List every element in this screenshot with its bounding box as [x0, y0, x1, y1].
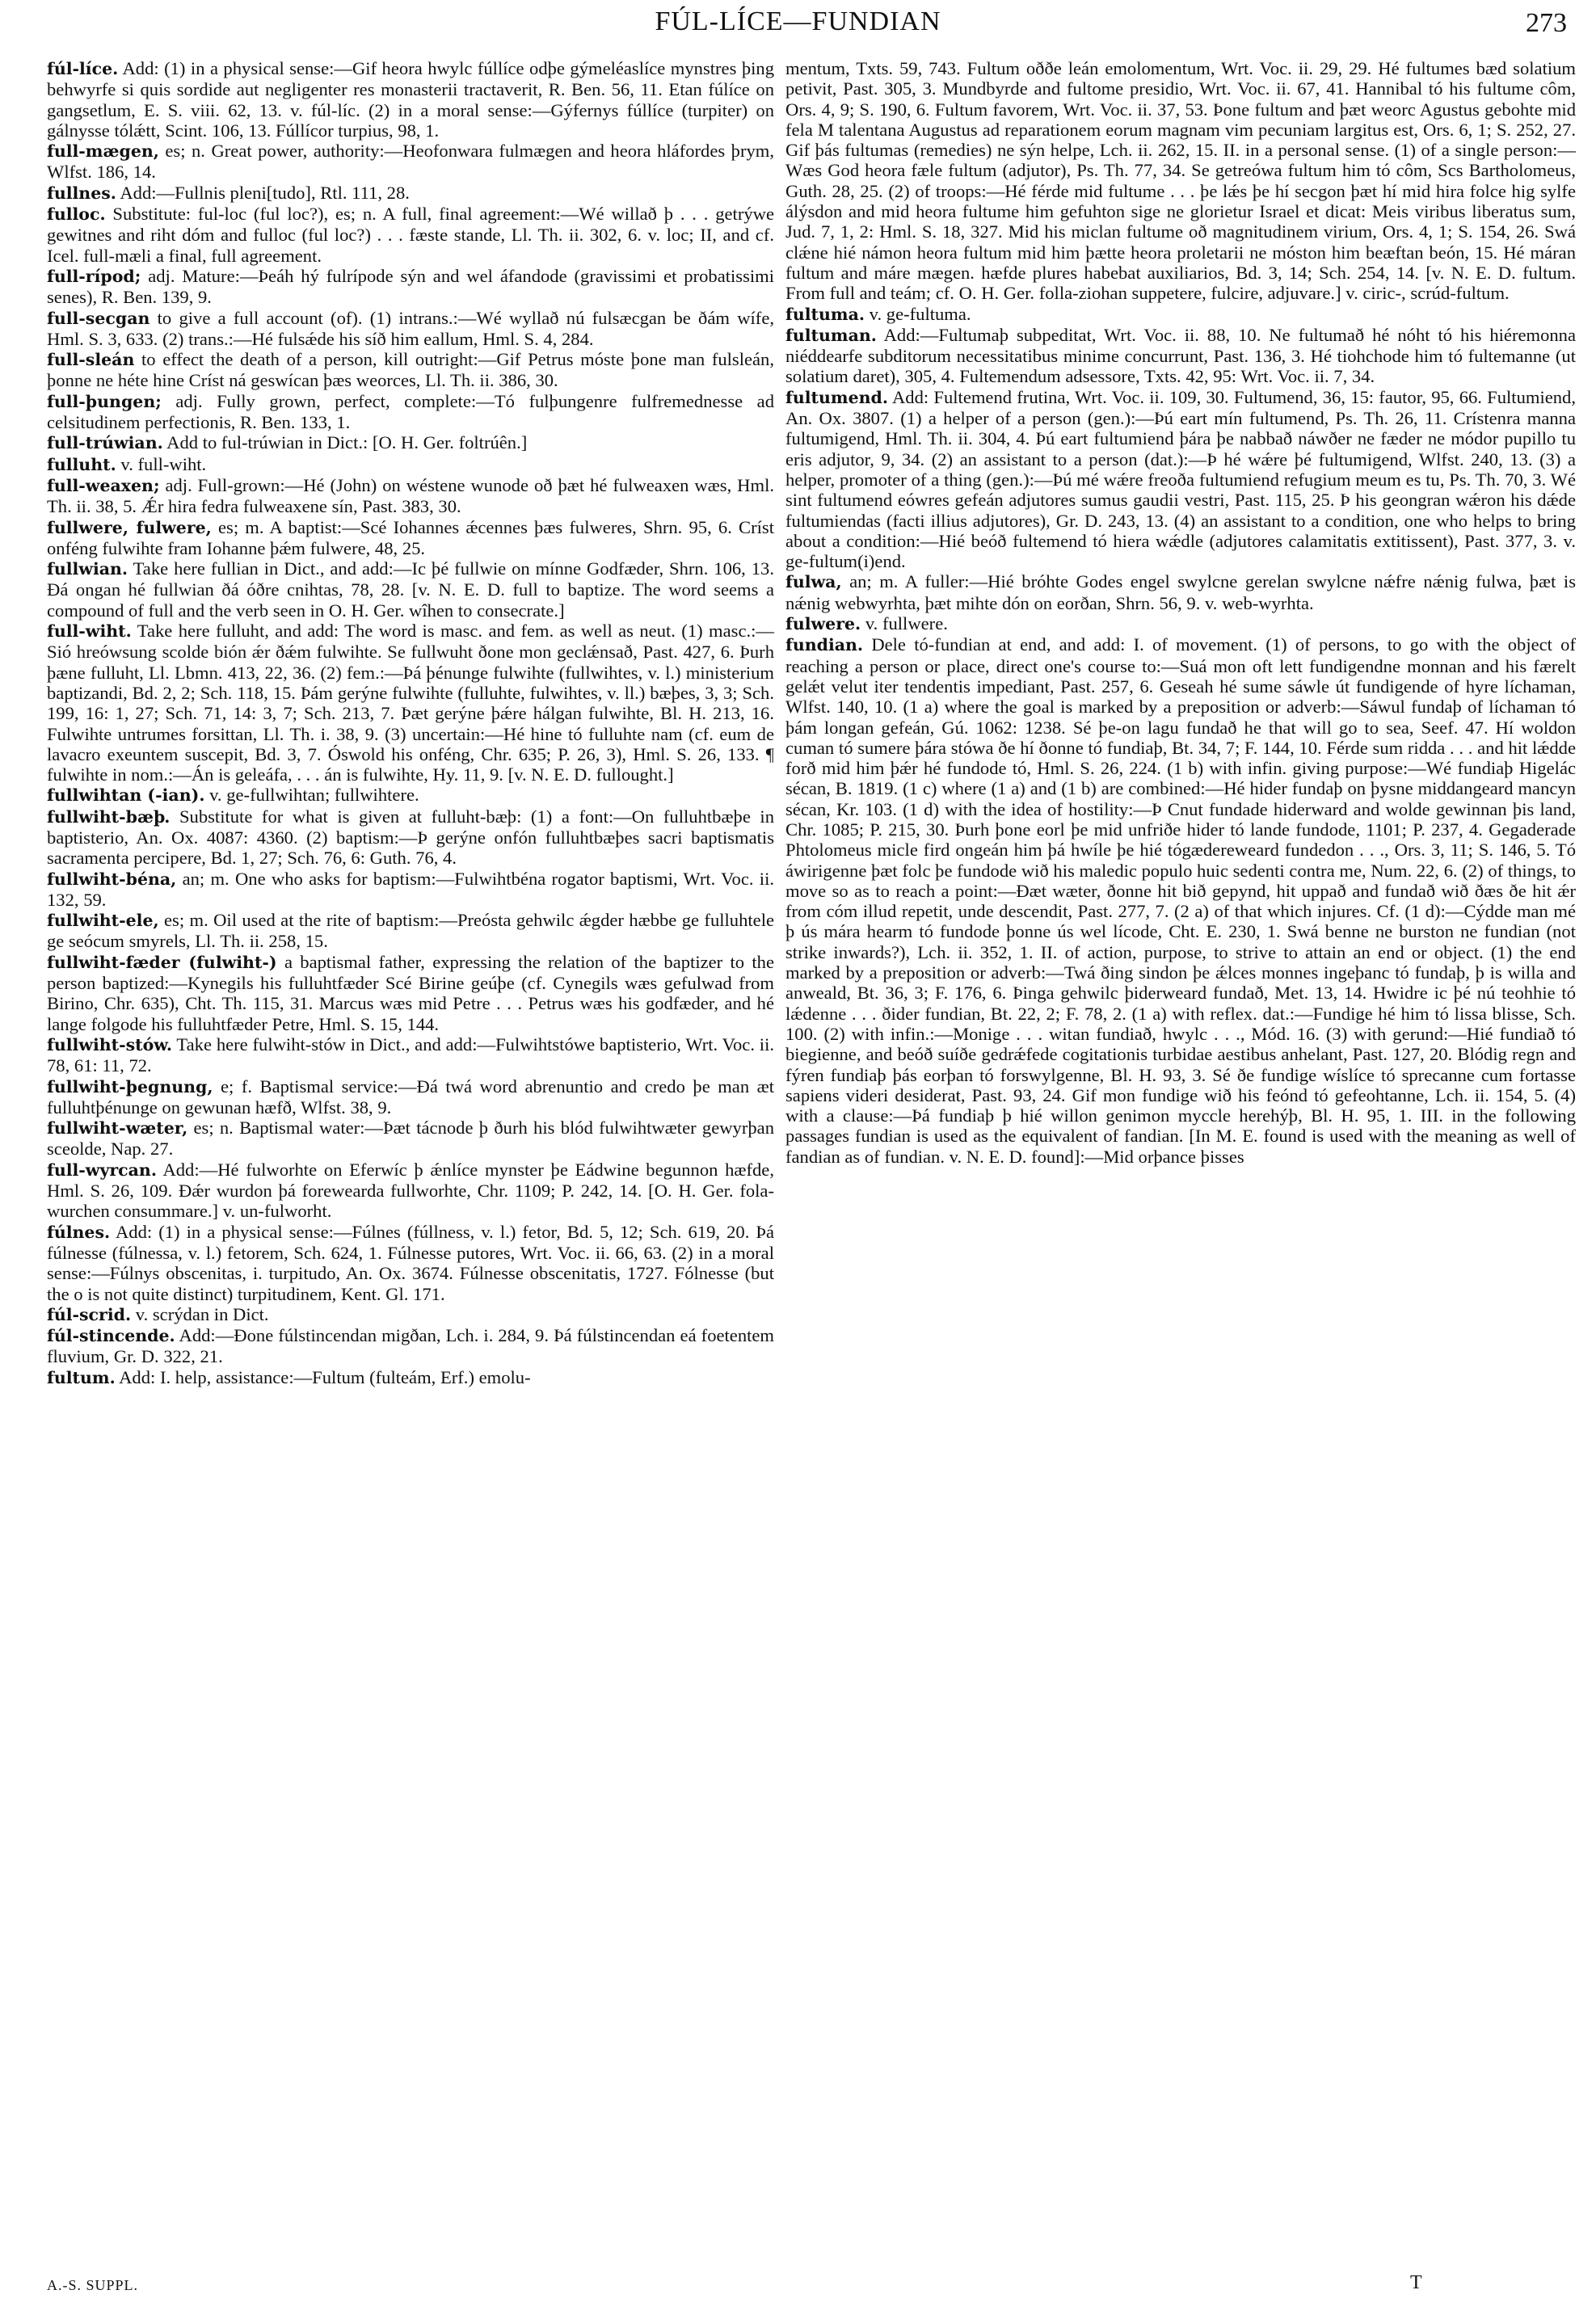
dictionary-entry [47, 391, 774, 433]
entry-body: Add to ful-trúwian in Dict.: [O. H. Ger. foltrúên.] [162, 432, 528, 453]
entry-headword: fulwere. [785, 614, 861, 634]
entry-headword: full-sleán [47, 350, 135, 370]
entry-headword: fultum. [47, 1367, 116, 1387]
entry-headword: fundian. [785, 635, 864, 655]
dictionary-entry [47, 517, 774, 559]
running-head: FÚL-LÍCE—FUNDIAN [655, 6, 941, 36]
dictionary-entry [47, 432, 774, 453]
entry-body: Add:—Ðone fúlstincendan migðan, Lch. i. 284, 9. Þá fúlstincendan eá foetentem fluvium, Gr. D. 322, 21. [47, 1325, 774, 1367]
entry-headword: fullwian. [47, 559, 128, 579]
dictionary-entry [785, 304, 1576, 325]
entry-headword: fultuman. [785, 325, 877, 345]
dictionary-entry [47, 558, 774, 621]
entry-body: Add:—Fullnis pleni[tudo], Rtl. 111, 28. [116, 182, 410, 203]
left-column [47, 58, 774, 1388]
dictionary-entry [47, 266, 774, 308]
entry-body: an; m. A fuller:—Hié bróhte Godes engel swylcne gerelan swylcne nǽfre nǽnig fulwa, þæt is nǽnig webwyrhta, þæt mihte dón on eorðan, Shrn. 56, 9. v. web-wyrhta. [785, 571, 1576, 613]
entry-headword: fúlnes. [47, 1222, 111, 1242]
dictionary-entry [47, 1222, 774, 1304]
dictionary-entry [47, 1118, 774, 1160]
dictionary-entry [47, 475, 774, 517]
entry-headword: fullwiht-þegnung, [47, 1076, 213, 1097]
entry-body: Add: Fultemend frutina, Wrt. Voc. ii. 109, 30. Fultumend, 36, 15: fautor, 95, 66. Fultumiend, An. Ox. 3807. (1) a helper of a person (gen.):—Þú eart mín fultumend, Ps. Th. 26, 11. Crístenra manna fultumigend, Hml. Th. ii. 304, 4. Þú eart fultumiend þára þe nabbað náwðer ne fæder ne módor pupillo tu eris adjutor, 9, 34. (2) an assistant to a person (dat.):—Þ hé wǽre þé fultumigend, Wlfst. 240, 13. (3) a helper, promoter of a thing (gen.):—Þú mé wǽre freoða fultumiend refugium meum es tu, Ps. Th. 70, 3. Wé sint fultumend eówres gefeán adjutores sumus gaudii vestri, Past. 115, 25. Þ his geongran wǽron his dǽde fultumiendas (facti illius adjutores), Gr. D. 243, 13. (4) an assistant to a condition, one who helps to bring about a condition:—Hié beóð fultemend tó hiera wǽdle (adjutores calamitatis extitissent), Past. 377, 3. v. ge-fultum(i)end. [785, 386, 1576, 572]
entry-headword: full-mægen, [47, 141, 159, 162]
entry-body: adj. Full-grown:—Hé (John) on wéstene wunode oð þæt hé fulweaxen wæs, Hml. Th. ii. 38, 5. Ǽr hira fedra fulweaxene sín, Past. 383, 30. [47, 474, 774, 517]
dictionary-entry [47, 869, 774, 911]
entry-body: v. scrýdan in Dict. [131, 1303, 269, 1324]
dictionary-entry [47, 183, 774, 204]
entry-body: v. fullwere. [861, 613, 948, 634]
dictionary-entry [785, 634, 1576, 1167]
entry-headword: fultumend. [785, 387, 888, 407]
dictionary-entry [785, 387, 1576, 572]
entry-body: mentum, Txts. 59, 743. Fultum oððe leán emolomentum, Wrt. Voc. ii. 29, 29. Hé fultumes bæd solatium petivit, Past. 305, 3. Mundbyrde and fultome presidio, Wrt. Voc. ii. 67, 41. Hannibal tó his fultume côm, Ors. 4, 9; S. 190, 6. Fultum favorem, Wrt. Voc. ii. 37, 53. Þone fultum and þæt weorc Agustus gebohte mid fela M talentana Augustus ad reparationem eorum magnam vim pecuniam largitus est, Ors. 6, 1; S. 252, 27. Gif þás fultumas (remedies) ne sýn helpe, Lch. ii. 262, 15. II. in a personal sense. (1) of a single person:—Wæs God heora fæle fultum (adjutor), Ps. Th. 77, 34. Se getreówa fultum him tó côm, Scs Bartholomeus, Guth. 28, 25. (2) of troops:—Hé férde mid fultume . . . þe lǽs þe hí secgon þæt hí mid hira folce hig sylfe álýsdon and mid heora fultume him gefuhton sige ne glorietur Israel et dicat: Meis viribus liberatus sum, Jud. 7, 1, 2: Hml. S. 18, 327. Mid his miclan fultume oð magnitudinem virium, Ors. 4, 1; S. 154, 26. Swá clǽne hié námon heora fultum mid him þætte heora proletarii ne móston him beæftan beón, 15. Hé máran fultum and máre mægen. hæfde plures habebat auxiliarios, Bd. 3, 14; Sch. 254, 14. [v. N. E. D. fultum. From full and teám; cf. O. H. Ger. folla-ziohan suppetere, fulcire, adjuvare.] v. ciric-, scrúd-fultum. [785, 58, 1576, 304]
entry-body: v. ge-fullwihtan; fullwihtere. [204, 785, 419, 806]
entry-headword: fullwiht-béna, [47, 869, 177, 889]
entry-body: e; f. Baptismal service:—Ðá twá word abrenuntio and credo þe man æt fulluhtþénunge on gewunan hæfð, Wlfst. 38, 9. [47, 1076, 774, 1118]
entry-headword: full-trúwian. [47, 433, 163, 453]
dictionary-entry [47, 1076, 774, 1118]
entry-body: Add: (1) in a physical sense:—Fúlnes (fúllness, v. l.) fetor, Bd. 5, 12; Sch. 619, 20. Þá fúlnesse (fúlnessa, v. l.) fetorem, Sch. 624, 1. Fúlnesse putores, Wrt. Voc. ii. 66, 63. (2) in a moral sense:—Fúlnys obscenitas, i. turpitudo, An. Ox. 3674. Fúlnesse obscenitatis, 1727. Fólnesse (but the o is not quite distinct) turpitudinem, Kent. Gl. 171. [47, 1221, 774, 1304]
entry-headword: fultuma. [785, 304, 865, 324]
entry-headword: full-wyrcan. [47, 1160, 157, 1180]
entry-headword: fullwiht-bæþ. [47, 806, 171, 827]
entry-headword: fulloc. [47, 204, 106, 225]
entry-headword: fullwere, fulwere, [47, 517, 212, 537]
entry-body: v. ge-fultuma. [865, 303, 971, 324]
entry-body: to give a full account (of). (1) intrans.:—Wé wyllað nú fulsæcgan be ðám wífe, Hml. S. 3, 633. (2) trans.:—Hé fulsǽde his síð him eallum, Hml. S. 4, 284. [47, 307, 774, 349]
entry-body: Add: (1) in a physical sense:—Gif heora hwylc fúllíce odþe gýmeléaslíce mynstres þing behwyrfe si quis sordide aut negligenter res monasterii tractaverit, R. Ben. 56, 11. Etan fúlíce on gangsetlum, E. S. viii. 62, 13. v. fúl-líc. (2) in a moral sense:—Gýfernys fúllíce (turpiter) on gálnysse tólǽtt, Scint. 106, 13. Fúllícor turpius, 98, 1. [47, 58, 774, 141]
entry-body: es; n. Great power, authority:—Heofonwara fulmægen and heora hláfordes þrym, Wlfst. 186, 14. [47, 141, 774, 183]
sheet-mark: T [1410, 2272, 1422, 2293]
dictionary-entry [47, 1325, 774, 1367]
entry-headword: fulwa, [785, 572, 842, 592]
entry-body: adj. Mature:—Þeáh hý fulrípode sýn and wel áfandode (gravissimi et probatissimi senes), R. Ben. 139, 9. [47, 265, 774, 308]
dictionary-entry [47, 204, 774, 266]
entry-body: Add:—Hé fulworhte on Eferwíc þ ǽnlíce mynster þe Eádwine begunnon hæfde, Hml. S. 26, 109. Ðǽr wurdon þá forewearda fullworhte, Chr. 1109; P. 242, 14. [O. H. Ger. fola-wurchen consummare.] v. un-fulworht. [47, 1159, 774, 1222]
dictionary-entry [47, 806, 774, 869]
dictionary-entry [47, 1034, 774, 1076]
entry-body: an; m. One who asks for baptism:—Fulwihtbéna rogator baptismi, Wrt. Voc. ii. 132, 59. [47, 868, 774, 910]
entry-body: Substitute: ful-loc (ful loc?), es; n. A full, final agreement:—Wé willað þ . . . getrýwe gewitnes and riht dóm and fulloc (ful loc?) . . . fæste stande, Ll. Th. ii. 302, 6. v. loc; II, and cf. Icel. full-mæli a final, full agreement. [47, 204, 774, 266]
dictionary-entry [47, 349, 774, 391]
dictionary-entry [47, 454, 774, 475]
dictionary-entry [47, 1367, 774, 1388]
entry-body: to effect the death of a person, kill outright:—Gif Petrus móste þone man fulsleán, þonne ne héte hine Críst ná geswícan þæs weorces, Ll. Th. ii. 386, 30. [47, 349, 774, 391]
signature-mark: A.-S. SUPPL. [47, 2277, 139, 2293]
entry-headword: fúl-scrid. [47, 1304, 132, 1324]
entry-headword: fulluht. [47, 454, 116, 474]
entry-body: Dele tó-fundian at end, and add: I. of movement. (1) of persons, to go with the object of reaching a person or place, direct one's course to:—Suá mon oft lett fundigendne monnan and his færelt gelǽt velut iter tendentis impediant, Past. 257, 6. Geseah hé sume sáwle út fundigende of hyre líchaman, Wlfst. 140, 10. (1 a) where the goal is marked by a preposition or adverb:—Sáwul fundaþ of líchaman tó þám longan gefeán, Gú. 1062: 1238. Sé þe-on lagu fundað he that will go to sea, Seef. 47. Hí woldon cuman tó sumere þára stówa ðe hí ðonne tó fundiaþ, Bt. 34, 7; F. 144, 10. Férde sum ridda . . . and hit lǽdde forð mid him þǽr hé fundode tó, Hml. S. 26, 224. (1 b) with infin. giving purpose:—Wé fundiaþ Higelác sécan, B. 1819. (1 c) where (1 a) and (1 b) are combined:—Hé hider fundaþ on þysne middangeard mancyn sécan, Kr. 103. (1 d) with the idea of hostility:—Þ Cnut fundade hiderward and wolde gewinnan þis land, Chr. 1085; P. 215, 30. Þurh þone eorl þe mid unfriðe hider tó lande fundode, 1101; P. 237, 4. Gegaderade Phtolomeus micle fird ongeán him þá hwíle þe hié tógædereweard fundedon . . ., Ors. 3, 11; S. 146, 5. Tó áwirigenne þæt folc þe fundode wið his maledic populo huic sedenti contra me, Num. 22, 6. (2) of things, to move so as to reach a point:—Ðæt wæter, ðonne hit bið gepynd, hit uppað and fundað wið ðæs ðe hit ǽr from cóm illud repetit, unde descendit, Past. 277, 7. (2 a) of that which injures. Cf. (1 d):—Cýdde man mé þ ús mára hearm tó fundode þonne ús wel lícode, Cht. E. 230, 1. Swá benne ne burston ne fundian (not strike inwards?), Lch. ii. 352, 1. II. of action, purpose, to strive to attain an end or object. (1) the end marked by a preposition or adverb:—Twá ðing sindon þe ǽlces monnes ingeþanc tó fundaþ, þ is willa and anweald, Bt. 36, 3; F. 176, 6. Þinga gehwilc þiderweard fundað, Met. 13, 14. Hwidre ic þé nú teohhie tó lǽdenne . . . ðider fundian, Bt. 22, 2; F. 78, 2. (1 a) with reflex. dat.:—Fundige hé him tó lissa blisse, Sch. 100. (2) with infin.:—Monige . . . witan fundiað, hwylc . . ., Mód. 16. (3) with gerund:—Hié fundiað tó biegienne, and beóð suíðe gedrǽfede cogitationis turbidae aestibus anhelant, Past. 127, 20. Blódig regn and fýren fundiaþ þás eorþan tó forswylgenne, Bl. H. 93, 3. Sé ðe fundige wíslíce tó sprecanne cum fortasse sapiens videri desiderat, Past. 93, 24. Gif mon fundige wið his feónd tó gefeohtanne, Lch. ii. 154, 5. (4) with a clause:—Þá fundiaþ þ hié willon genimon myccle herehýþ, Bl. H. 95, 1. III. in the following passages fundian is used as the equivalent of fandian. [In M. E. found is used with the meaning as well of fandian as of fundian. v. N. E. D. found]:—Mid orþance þisses [785, 634, 1576, 1167]
dictionary-entry [47, 785, 774, 806]
entry-headword: fullwiht-ele, [47, 911, 159, 931]
dictionary-entry [785, 58, 1576, 304]
entry-body: v. full-wiht. [116, 453, 207, 474]
dictionary-entry [47, 1304, 774, 1325]
dictionary-entry [47, 1160, 774, 1222]
dictionary-entry [47, 141, 774, 183]
entry-body: Add:—Fultumaþ subpeditat, Wrt. Voc. ii. 88, 10. Ne fultumað hé nóht tó his hiéremonna niéddearfe subditorum necessitatibus minime concurrunt, Past. 136, 3. Hé tiohchode him tó fultemanne (ut solatium daret), 305, 4. Fultemendum adsessore, Txts. 42, 95: Wrt. Voc. ii. 7, 34. [785, 324, 1576, 387]
entry-body: Substitute for what is given at fulluht-bæþ: (1) a font:—On fulluhtbæþe in baptisterio, An. Ox. 4087: 4360. (2) baptism:—Þ gerýne onfón fulluhtbæþes sacri baptismatis sacramenta percipere, Bd. 1, 27; Sch. 76, 6: Guth. 76, 4. [47, 806, 774, 869]
entry-headword: full-secgan [47, 308, 150, 328]
entry-body: es; m. A baptist:—Scé Iohannes ǽcennes þæs fulweres, Shrn. 95, 6. Críst onféng fulwihte fram Iohanne þǽm fulwere, 48, 25. [47, 516, 774, 558]
dictionary-entry [47, 910, 774, 952]
entry-headword: fullwiht-stów. [47, 1034, 173, 1054]
entry-body: adj. Fully grown, perfect, complete:—Tó fulþungenre fulfremednesse ad celsitudinem perfectionis, R. Ben. 133, 1. [47, 390, 774, 433]
entry-headword: fullwiht-fæder (fulwiht-) [47, 952, 277, 972]
entry-body: es; m. Oil used at the rite of baptism:—Preósta gehwilc ǽgder hæbbe ge fulluhtele ge seócum smyrels, Ll. Th. ii. 258, 15. [47, 910, 774, 952]
entry-body: Take here fullian in Dict., and add:—Ic þé fullwie on mínne Godfæder, Shrn. 106, 13. Ðá ongan hé fullwian ðá óðre cnihtas, 78, 28. [v. N. E. D. full to baptize. The word seems a compound of full and the verb seen in O. H. Ger. wîhen to consecrate.] [47, 558, 774, 621]
entry-body: Take here fulwiht-stów in Dict., and add:—Fulwihtstówe baptisterio, Wrt. Voc. ii. 78, 61: 11, 72. [47, 1033, 774, 1076]
entry-headword: full-rípod; [47, 266, 141, 286]
dictionary-entry [785, 613, 1576, 634]
entry-headword: fúl-líce. [47, 59, 119, 78]
entry-headword: full-weaxen; [47, 475, 160, 495]
dictionary-entry [785, 325, 1576, 387]
page-number: 273 [1526, 8, 1567, 38]
dictionary-entry [47, 952, 774, 1034]
entry-headword: fullwiht-wæter, [47, 1118, 188, 1139]
dictionary-entry [47, 58, 774, 141]
entry-body: Add: I. help, assistance:—Fultum (fulteám, Erf.) emolu- [115, 1366, 531, 1387]
entry-headword: full-þungen; [47, 391, 162, 411]
right-column [785, 58, 1576, 1167]
dictionary-entry [47, 308, 774, 350]
entry-body: es; n. Baptismal water:—Þæt tácnode þ ðurh his blód fulwihtwæter gewyrþan sceolde, Nap. 27. [47, 1118, 774, 1160]
entry-headword: fúl-stincende. [47, 1326, 175, 1346]
entry-headword: fullnes. [47, 183, 116, 203]
entry-body: Take here fulluht, and add: The word is masc. and fem. as well as neut. (1) masc.:—Sió hreówsung scolde bión ǽr ðǽm fulwihte. Se fullwuht ðone mon geclǽnsað, Past. 427, 6. Þurh þæne fulluht, Ll. Lbmn. 413, 22, 36. (2) fem.:—Þá þénunge fulwihte (fullwihtes, v. l.) ministerium baptizandi, Bd. 2, 2; Sch. 118, 15. Þám gerýne fulwihte (fulluhte, fulwihtes, v. ll.) bæþes, 3, 3; Sch. 199, 16: 1, 27; Sch. 71, 14: 3, 7; Sch. 213, 7. Þæt gerýne þǽre hálgan fulwihte, Bl. H. 213, 16. Fulwihte untrumes forsittan, Ll. Th. i. 38, 9. (3) uncertain:—Hé hine tó fulluhte nam (cf. eum de lavacro exeuntem suscepit, Bd. 3, 7. Óswold his onféng, Chr. 635; P. 26, 3), Hml. S. 26, 133. ¶ fulwihte in nom.:—Án is geleáfa, . . . án is fulwihte, Hy. 11, 9. [v. N. E. D. fullought.] [47, 621, 774, 785]
dictionary-entry [47, 621, 774, 785]
entry-headword: fullwihtan (-ian). [47, 785, 205, 806]
dictionary-entry [785, 571, 1576, 613]
entry-body: a baptismal father, expressing the relation of the baptizer to the person baptized:—Kynegils his fulluhtfæder Scé Birine geúþe (cf. Cynegils wæs gefulwad from Birino, Chr. 635), Cht. Th. 115, 31. Marcus wæs mid Petre . . . Petrus wæs his godfæder, and hé lange folgode his fulluhtfæder Petre, Hml. S. 15, 144. [47, 951, 775, 1034]
entry-headword: full-wiht. [47, 621, 132, 642]
